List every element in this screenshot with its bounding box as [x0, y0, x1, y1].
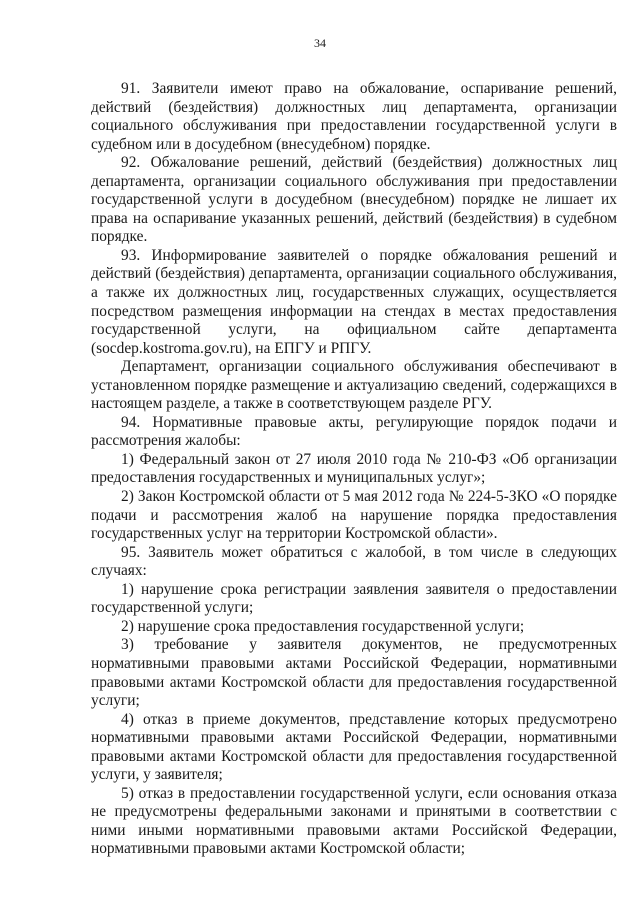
list-item-95-3: 3) требование у заявителя документов, не предусмотренных нормативными правовыми актами Российской Федерации, нормативными правовыми актами Костромской области для предоставления государственной услуги;: [91, 636, 617, 710]
paragraph-94: 94. Нормативные правовые акты, регулирующие порядок подачи и рассмотрения жалобы:: [91, 413, 617, 450]
list-item-95-5: 5) отказ в предоставлении государственной услуги, если основания отказа не предусмотрены федеральными законами и принятыми в соответствии с ними иными нормативными правовыми актами Российской Федерации, нормативными правовыми актами Костромской области;: [91, 784, 617, 858]
document-body: [91, 80, 617, 859]
list-item-95-2: 2) нарушение срока предоставления государственной услуги;: [121, 617, 525, 635]
paragraph-92: 92. Обжалование решений, действий (бездействия) должностных лиц департамента, организации социального обслуживания при предоставлении государственной услуги в досудебном (внесудебном) порядке не лишает их права на оспаривание указанных решений, действий (бездействия) в судебном порядке.: [91, 154, 617, 246]
list-item-94-2: 2) Закон Костромской области от 5 мая 2012 года № 224-5-ЗКО «О порядке подачи и рассмотрения жалоб на нарушение порядка предоставления государственных услуг на территории Костромской области».: [91, 488, 617, 543]
list-item-95-4: 4) отказ в приеме документов, представление которых предусмотрено нормативными правовыми актами Российской Федерации, нормативными правовыми актами Костромской области для предоставления государственной услуги, у заявителя;: [91, 710, 617, 784]
paragraph-91: 91. Заявители имеют право на обжалование, оспаривание решений, действий (бездействия) должностных лиц департамента, организации социального обслуживания при предоставлении государственной услуги в судебном или в досудебном (внесудебном) порядке.: [91, 80, 617, 153]
paragraph-95: 95. Заявитель может обратиться с жалобой, в том числе в следующих случаях:: [91, 543, 617, 580]
paragraph-department: Департамент, организации социального обслуживания обеспечивают в установленном порядке размещение и актуализацию сведений, содержащихся в настоящем разделе, а также в соответствующем разделе РГУ.: [91, 358, 617, 413]
list-item-95-1: 1) нарушение срока регистрации заявления заявителя о предоставлении государственной услуги;: [91, 580, 617, 617]
page-number: 34: [314, 36, 326, 50]
paragraph-93: 93. Информирование заявителей о порядке обжалования решений и действий (бездействия) департамента, организации социального обслуживания, а также их должностных лиц, государственных служащих, осуществляется посредством размещения информации на стендах в местах предоставления государственной услуги, на официальном сайте департамента (socdep.kostroma.gov.ru), на ЕПГУ и РПГУ.: [91, 246, 617, 357]
list-item-94-1: 1) Федеральный закон от 27 июля 2010 года № 210-ФЗ «Об организации предоставления государственных и муниципальных услуг»;: [91, 450, 617, 487]
